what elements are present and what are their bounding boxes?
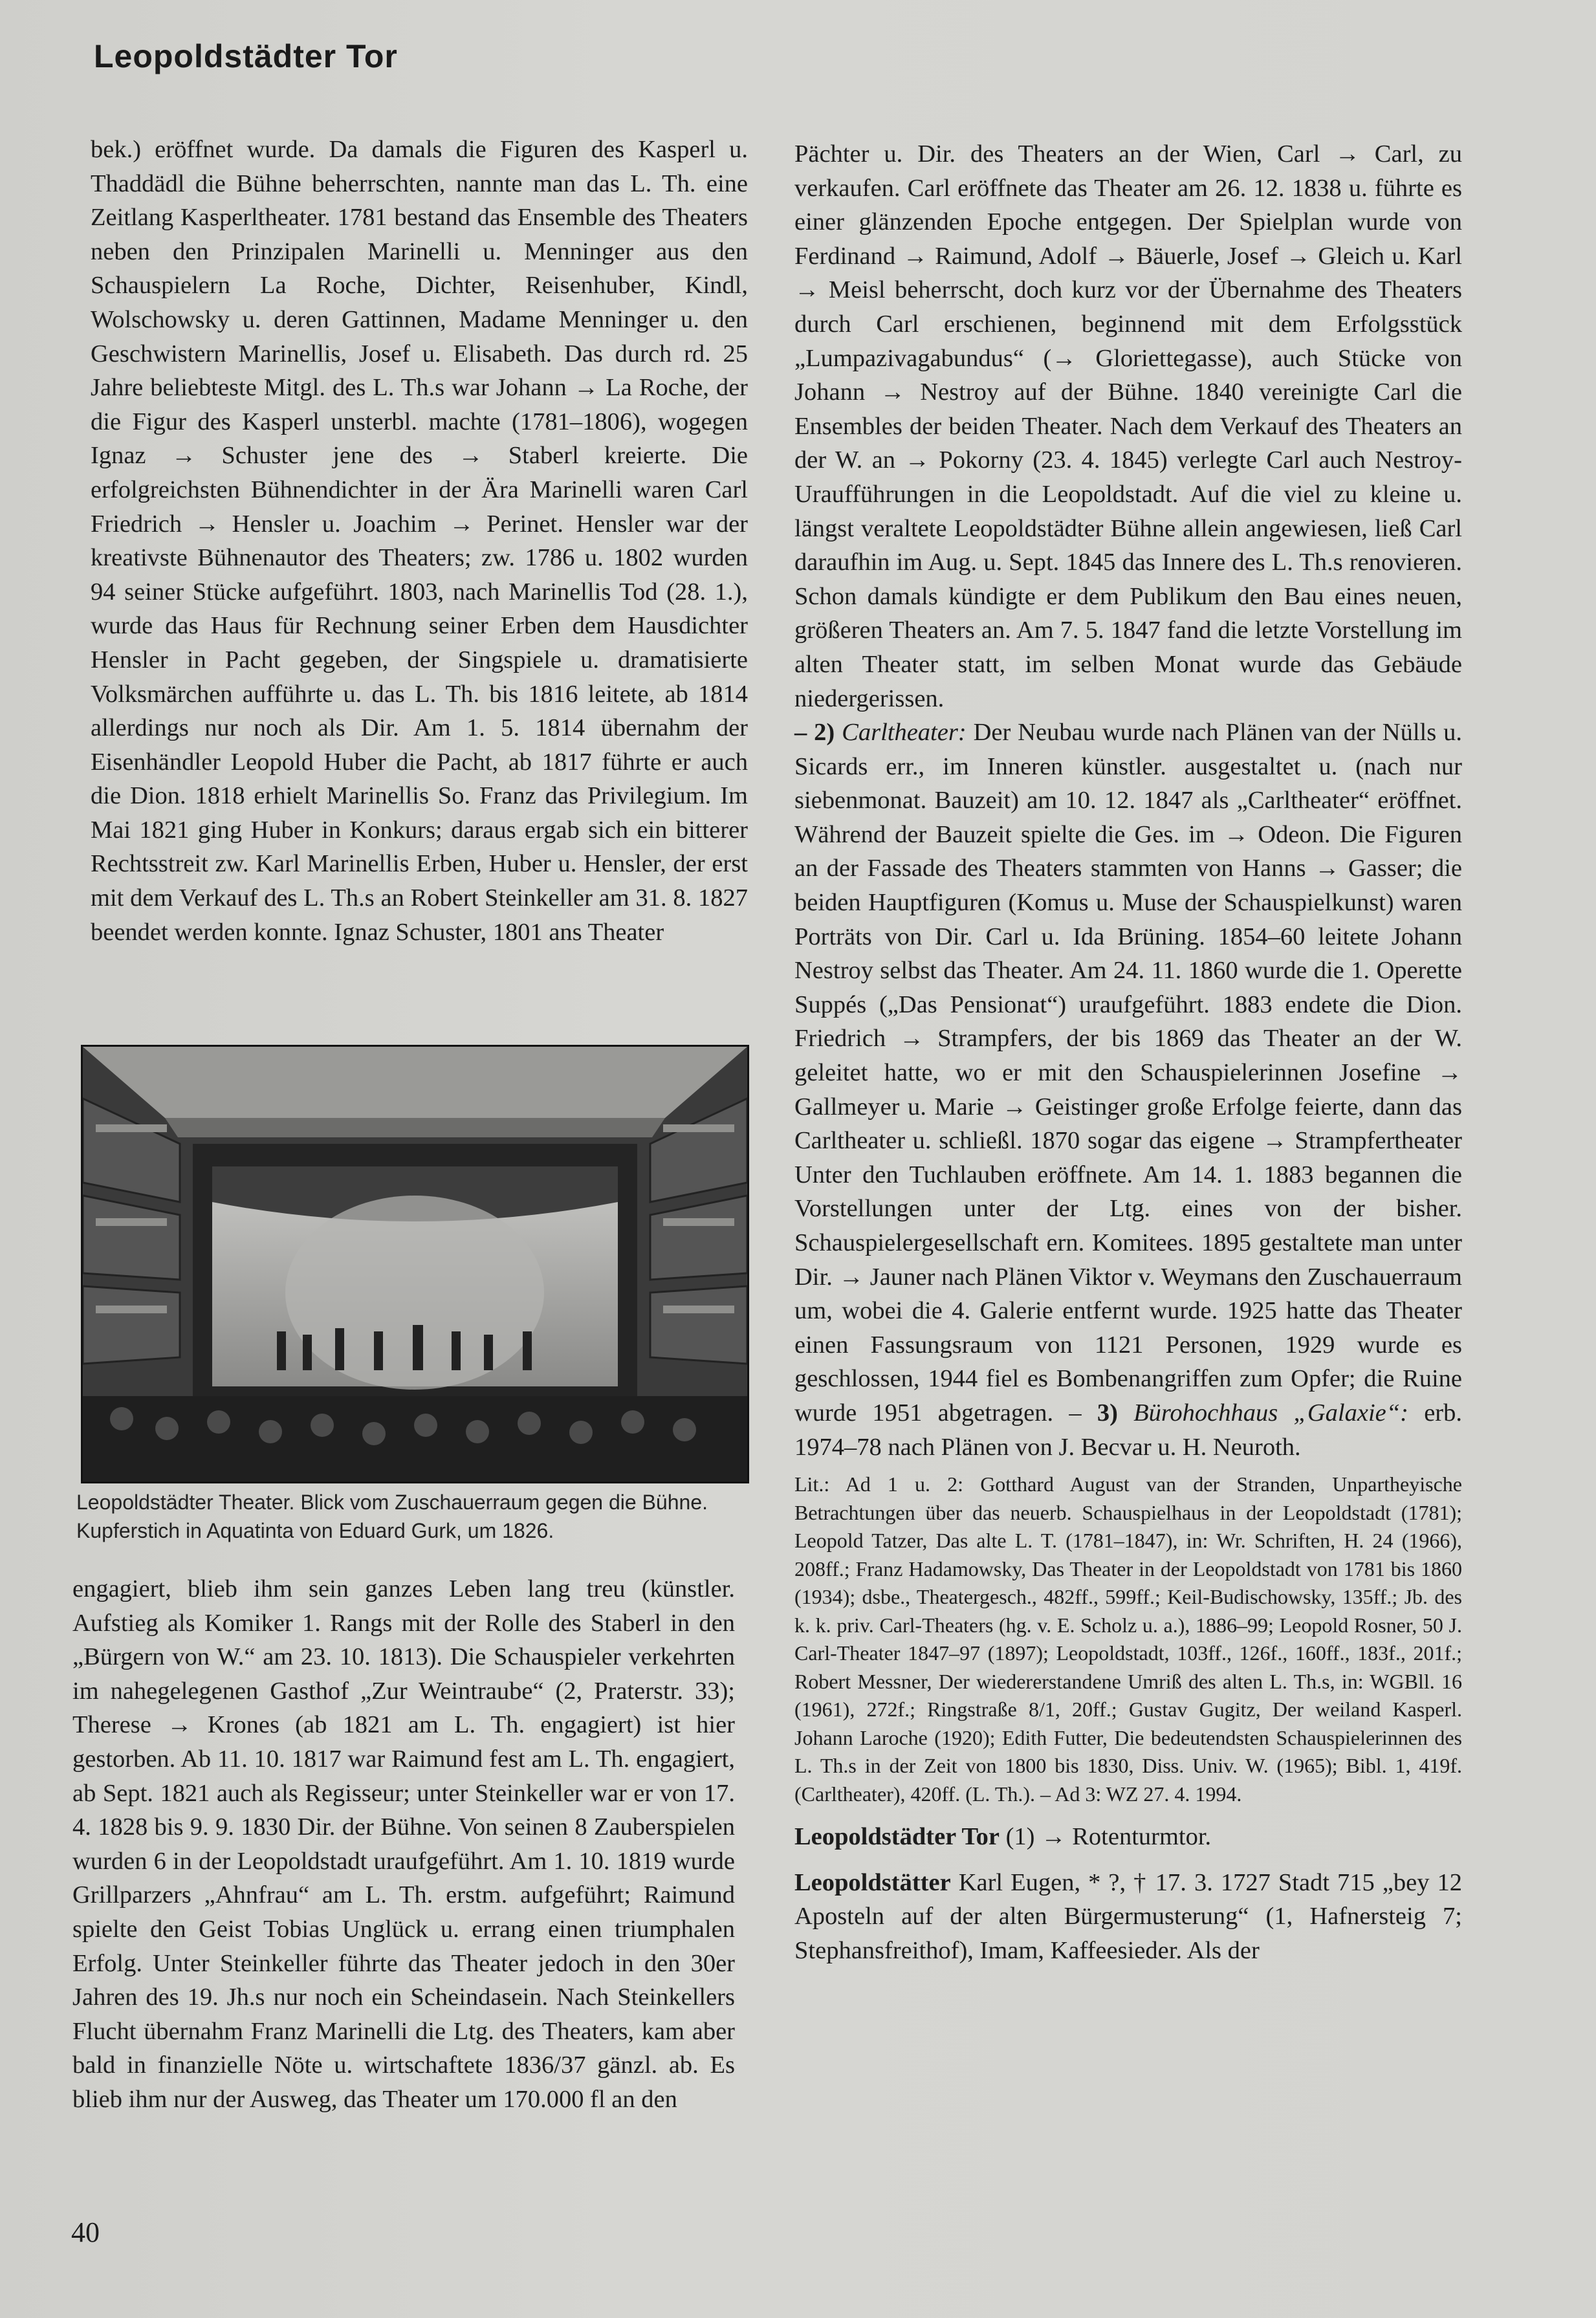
theater-engraving-image — [81, 1045, 749, 1483]
entry-headword: Leopoldstätter — [794, 1868, 951, 1896]
literature-references: Lit.: Ad 1 u. 2: Gotthard August van der Stranden, Unpartheyische Betrachtungen über das neuerb. Schauspielhaus in der Leopoldstadt (1781); Leopold Tatzer, Das alte L. T. (1781–1847), in: Wr. Schriften, H. 24 (1966), 208ff.; Franz Hadamowsky, Das Theater in der Leopoldstadt von 1781 bis 1860 (1934); dsbe., Theatergesch., 482ff., 599ff.; Keil-Budischowsky, 135ff.; Jb. des k. k. priv. Carl-Theaters (hg. v. E. Scholz u. a.), 1886–99; Leopold Rosner, 50 J. Carl-Theater 1847–97 (1897); Leopoldstadt, 103ff., 126f., 160ff., 183f., 201f.; Robert Messner, Der wiedererstandene Umriß des alten L. Th.s, in: WGBll. 16 (1961), 272f.; Ringstraße 8/1, 20ff.; Gustav Gugitz, Der weiland Kasperl. Johann Laroche (1920); Edith Futter, Die bedeutendsten Schauspielerinnen des L. Th.s in der Zeit von 1800 bis 1830, Diss. Univ. W. (1965); Bibl. 1, 419f. (Carltheater), 420ff. (L. Th.). – Ad 3: WZ 27. 4. 1994. — [794, 1472, 1462, 1806]
section-number: – 2) — [794, 719, 835, 747]
left-column-bottom — [72, 1572, 735, 2117]
figure-caption: Leopoldstädter Theater. Blick vom Zuschauerraum gegen die Bühne. Kupferstich in Aquatinta von Eduard Gurk, um 1826. — [76, 1491, 708, 1542]
theater-interior-illustration — [83, 1047, 747, 1482]
right-column — [794, 137, 1462, 1968]
page-number: 40 — [71, 2216, 100, 2248]
section-title: Carltheater: — [842, 719, 967, 747]
left-column-top — [91, 133, 748, 949]
paragraph: Pächter u. Dir. des Theaters an der Wien, Carl → Carl, zu verkaufen. Carl eröffnete das Theater am 26. 12. 1838 u. führte es einer glänzenden Epoche entgegen. Der Spielplan wurde von Ferdinand → Raimund, Adolf → Bäuerle, Josef → Gleich u. Karl → Meisl beherrscht, doch kurz vor der Übernahme des Theaters durch Carl erschienen, beginnend mit dem Erfolgsstück „Lumpazivagabundus“ (→ Gloriettegasse), auch Stücke von Johann → Nestroy auf der Bühne. 1840 vereinigte Carl die Ensembles der beiden Theater. Nach dem Verkauf des Theaters an der W. an → Pokorny (23. 4. 1845) verlegte Carl auch Nestroy-Uraufführungen in die Leopoldstadt. Auf die viel zu kleine u. längst veraltete Leopoldstädter Bühne allein angewiesen, ließ Carl daraufhin im Aug. u. Sept. 1845 das Innere des L. Th.s renovieren. Schon damals kündigte er dem Publikum den Bau eines neuen, größeren Theaters an. Am 7. 5. 1847 fand die letzte Vorstellung im alten Theater statt, im selben Monat wurde das Gebäude niedergerissen. — [794, 140, 1462, 712]
entry-leopoldstaetter — [794, 1866, 1462, 1968]
section-text: Der Neubau wurde nach Plänen van der Nülls u. Sicards err., im Inneren künstler. ausgestaltet u. (nach nur siebenmonat. Bauzeit) am 10. 12. 1847 als „Carltheater“ eröffnet. Während der Bauzeit spielte die Ges. im → Odeon. Die Figuren an der Fassade des Theaters stammten von Hanns → Gasser; die beiden Hauptfiguren (Komus u. Muse der Schauspielkunst) waren Porträts von Dir. Carl u. Ida Brüning. 1854–60 leitete Johann Nestroy selbst das Theater. Am 24. 11. 1860 wurde die 1. Operette Suppés („Das Pensionat“) uraufgeführt. 1883 endete die Dion. Friedrich → Strampfers, der bis 1869 das Theater an der W. geleitet hatte, wo er mit den Schauspielerinnen Josefine → Gallmeyer u. Marie → Geistinger große Erfolge feierte, dann das Carltheater u. schließl. 1870 sogar das eigene → Strampfertheater Unter den Tuchlauben eröffnete. Am 14. 1. 1883 begannen die Vorstellungen unter der Ltg. eines von der bisher. Schauspielergesellschaft ern. Komitees. 1895 gestaltete man unter Dir. → Jauner nach Plänen Viktor v. Weymans den Zuschauerraum um, wobei die 4. Galerie entfernt wurde. 1925 hatte das Theater einen Fassungsraum von 1121 Personen, 1929 wurde es geschlossen, 1944 fiel es Bombenangriffen zum Opfer; die Ruine wurde 1951 abgetragen. – — [794, 719, 1463, 1427]
section-number: 3) — [1097, 1399, 1118, 1427]
entry-headword: Leopoldstädter Tor — [794, 1823, 1000, 1851]
paragraph: bek.) eröffnet wurde. Da damals die Figuren des Kasperl u. Thaddädl die Bühne beherrschten, nannte man das L. Th. eine Zeitlang Kasperltheater. 1781 bestand das Ensemble des Theaters neben den Prinzipalen Marinelli u. Menninger aus den Schauspielern La Roche, Dichter, Reisenhuber, Kindl, Wolschowsky u. deren Gattinnen, Madame Menninger u. den Geschwistern Marinellis, Josef u. Elisabeth. Das durch rd. 25 Jahre beliebteste Mitgl. des L. Th.s war Johann → La Roche, der die Figur des Kasperl unsterbl. machte (1781–1806), wogegen Ignaz → Schuster jene des → Staberl kreierte. Die erfolgreichsten Bühnendichter in der Ära Marinelli waren Carl Friedrich → Hensler u. Joachim → Perinet. Hensler war der kreativste Bühnenautor des Theaters; zw. 1786 u. 1802 wurden 94 seiner Stücke aufgeführt. 1803, nach Marinellis Tod (28. 1.), wurde das Haus für Rechnung seiner Erben dem Hausdichter Hensler in Pacht gegeben, der Singspiele u. dramatisierte Volksmärchen aufführte u. das L. Th. bis 1816 leitete, ab 1814 allerdings nur noch als Dir. Am 1. 5. 1814 übernahm der Eisenhändler Leopold Huber die Pacht, ab 1817 führte er auch die Dion. 1818 erhielt Marinellis So. Franz das Privilegium. Im Mai 1821 ging Huber in Konkurs; daraus ergab sich ein bitterer Rechtsstreit zw. Karl Marinellis Erben, Huber u. Hensler, der erst mit dem Verkauf des L. Th.s an Robert Steinkeller am 31. 8. 1827 beendet werden konnte. Ignaz Schuster, 1801 ans Theater — [91, 136, 748, 946]
section-carltheater — [794, 716, 1462, 1464]
entry-text: Karl Eugen, * ?, † 17. 3. 1727 Stadt 715 „bey 12 Aposteln auf der alten Bürgermusterung“ (1, Hafnersteig 7; Stephansfreithof), Imam, Kaffeesieder. Als der — [794, 1868, 1463, 1964]
paragraph: engagiert, blieb ihm sein ganzes Leben lang treu (künstler. Aufstieg als Komiker 1. Rangs mit der Rolle des Staberl in den „Bürgern von W.“ am 23. 10. 1813). Die Schauspieler verkehrten im nahegelegenen Gasthof „Zur Weintraube“ (2, Praterstr. 33); Therese → Krones (ab 1821 am L. Th. engagiert) ist hier gestorben. Ab 11. 10. 1817 war Raimund fest am L. Th. engagiert, ab Sept. 1821 auch als Regisseur; unter Steinkeller war er von 17. 4. 1828 bis 9. 9. 1830 Dir. der Bühne. Von seinen 8 Zauberspielen wurden 6 in der Leopoldstadt uraufgeführt. Am 1. 10. 1819 wurde Grillparzers „Ahnfrau“ am L. Th. erstm. aufgeführt; Raimund spielte den Geist Tobias Unglück u. errang einen triumphalen Erfolg. Unter Steinkeller führte das Theater jedoch in den 30er Jahren des 19. Jh.s nur noch ein Scheindasein. Nach Steinkellers Flucht übernahm Franz Marinelli die Ltg. des Theaters, kam aber bald in finanzielle Nöte u. wirtschaftete 1836/37 gänzl. ab. Es blieb ihm nur der Ausweg, das Theater um 170.000 fl an den — [72, 1575, 735, 2113]
entry-leopoldstaedter-tor — [794, 1820, 1462, 1854]
section-text: erb. 1974–78 nach Plänen von J. Becvar u. H. Neuroth. — [794, 1399, 1462, 1461]
entry-text: (1) → Rotenturmtor. — [1005, 1823, 1212, 1851]
section-title: Bürohochhaus „Galaxie“: — [1133, 1399, 1408, 1427]
running-header: Leopoldstädter Tor — [94, 38, 398, 74]
